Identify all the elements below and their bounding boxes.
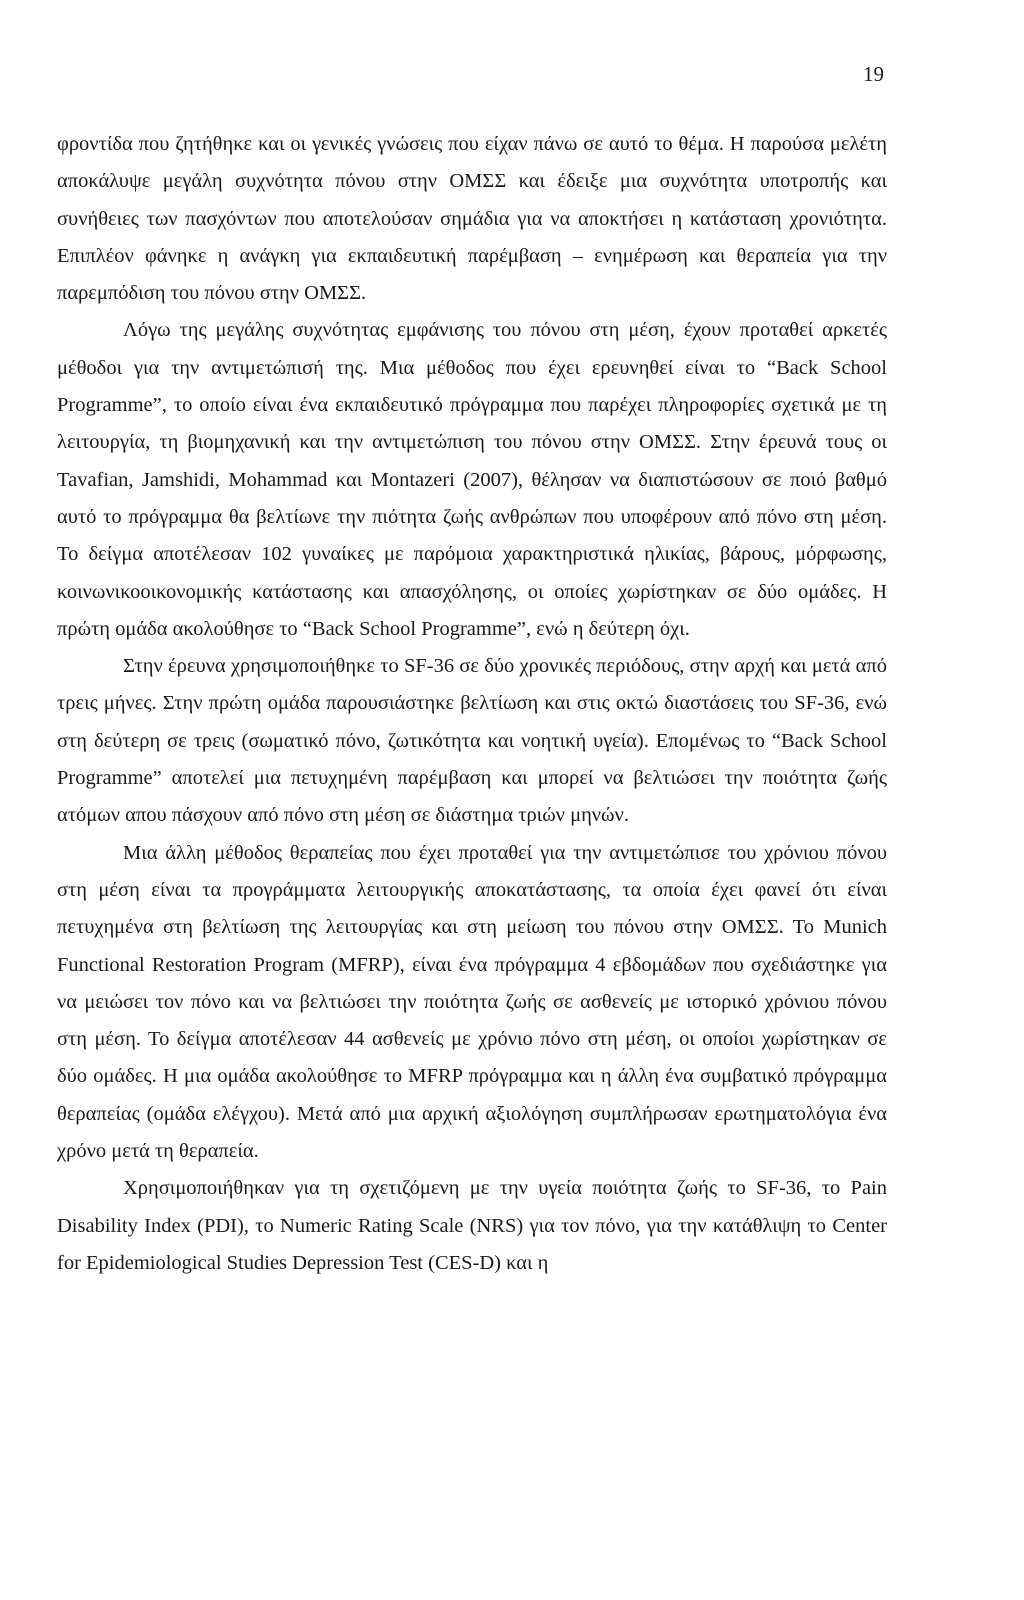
page-number: 19 (863, 62, 884, 86)
paragraph: Στην έρευνα χρησιμοποιήθηκε το SF-36 σε δύο χρονικές περιόδους, στην αρχή και μετά από τρεις μήνες. Στην πρώτη ομάδα παρουσιάστηκε βελτίωση και στις οκτώ διαστάσεις του SF-36, ενώ στη δεύτερη σε τρεις (σωματικό πόνο, ζωτικότητα και νοητική υγεία). Επομένως το “Back School Programme” αποτελεί μια πετυχημένη παρέμβαση και μπορεί να βελτιώσει την ποιότητα ζωής ατόμων απου πάσχουν από πόνο στη μέση σε διάστημα τριών μηνών. (57, 655, 887, 827)
paragraph: Χρησιμοποιήθηκαν για τη σχετιζόμενη με την υγεία ποιότητα ζωής το SF-36, το Pain Disability Index (PDI), το Numeric Rating Scale (NRS) για τον πόνο, για την κατάθλιψη το Center for Epidemiological Studies Depression Test (CES-D) και η (57, 1177, 887, 1274)
paragraph: Μια άλλη μέθοδος θεραπείας που έχει προταθεί για την αντιμετώπισε του χρόνιου πόνου στη μέση είναι τα προγράμματα λειτουργικής αποκατάστασης, τα οποία έχει φανεί ότι είναι πετυχημένα στη βελτίωση της λειτουργίας και στη μείωση του πόνου στην ΟΜΣΣ. Το Munich Functional Restoration Program (MFRP), είναι ένα πρόγραμμα 4 εβδομάδων που σχεδιάστηκε για να μειώσει τον πόνο και να βελτιώσει την ποιότητα ζωής σε ασθενείς με ιστορικό χρόνιου πόνου στη μέση. Το δείγμα αποτέλεσαν 44 ασθενείς με χρόνιο πόνο στη μέση, οι οποίοι χωρίστηκαν σε δύο ομάδες. Η μια ομάδα ακολούθησε το MFRP πρόγραμμα και η άλλη ένα συμβατικό πρόγραμμα θεραπείας (ομάδα ελέγχου). Μετά από μια αρχική αξιολόγηση συμπλήρωσαν ερωτηματολόγια ένα χρόνο μετά τη θεραπεία. (57, 841, 887, 1163)
paragraph: φροντίδα που ζητήθηκε και οι γενικές γνώσεις που είχαν πάνω σε αυτό το θέμα. Η παρούσα μελέτη αποκάλυψε μεγάλη συχνότητα πόνου στην ΟΜΣΣ και έδειξε μια συχνότητα υποτροπής και συνήθειες των πασχόντων που αποτελούσαν σημάδια για να αποκτήσει η κατάσταση χρονιότητα. Επιπλέον φάνηκε η ανάγκη για εκπαιδευτική παρέμβαση – ενημέρωση και θεραπεία για την παρεμπόδιση του πόνου στην ΟΜΣΣ. (57, 133, 887, 305)
document-body (57, 126, 887, 1282)
paragraph: Λόγω της μεγάλης συχνότητας εμφάνισης του πόνου στη μέση, έχουν προταθεί αρκετές μέθοδοι για την αντιμετώπισή της. Μια μέθοδος που έχει ερευνηθεί είναι το “Back School Programme”, το οποίο είναι ένα εκπαιδευτικό πρόγραμμα που παρέχει πληροφορίες σχετικά με τη λειτουργία, τη βιομηχανική και την αντιμετώπιση του πόνου στην ΟΜΣΣ. Στην έρευνά τους οι Tavafian, Jamshidi, Mohammad και Montazeri (2007), θέλησαν να διαπιστώσουν σε ποιό βαθμό αυτό το πρόγραμμα θα βελτίωνε την πιότητα ζωής ανθρώπων που υποφέρουν από πόνο στη μέση. Το δείγμα αποτέλεσαν 102 γυναίκες με παρόμοια χαρακτηριστικά ηλικίας, βάρους, μόρφωσης, κοινωνικοοικονομικής κατάστασης και απασχόλησης, οι οποίες χωρίστηκαν σε δύο ομάδες. Η πρώτη ομάδα ακολούθησε το “Back School Programme”, ενώ η δεύτερη όχι. (57, 319, 887, 640)
